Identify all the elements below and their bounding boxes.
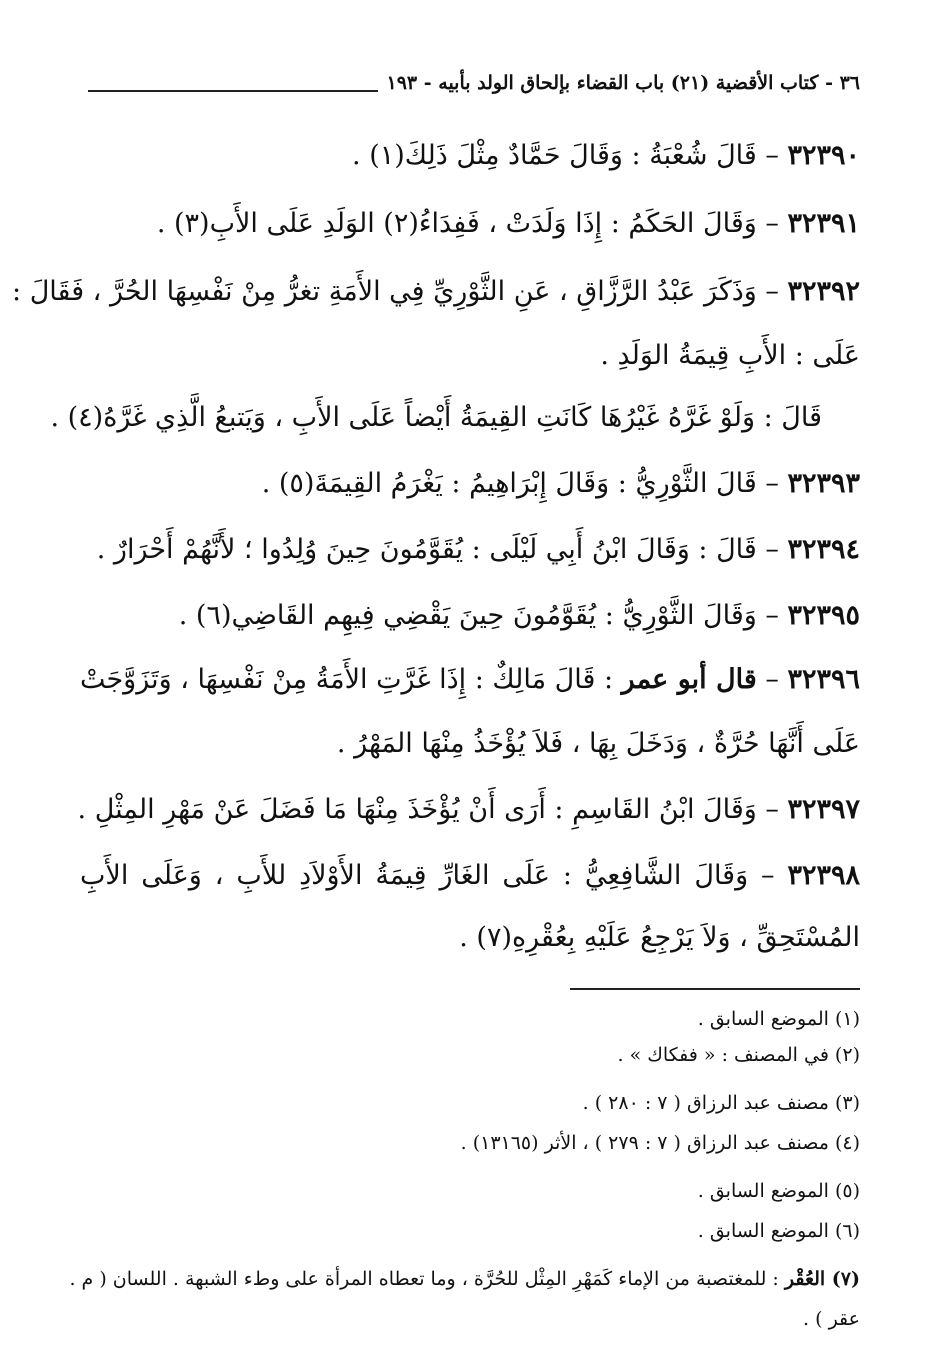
- paragraph-text: – قَالَ شُعْبَةُ : وَقَالَ حَمَّادٌ مِثْلَ ذَلِكَ(١) .: [352, 140, 788, 171]
- paragraph-text: – قَالَ : وَقَالَ ابْنُ أَبِي لَيْلَى : يُقَوَّمُونَ حِينَ وُلِدُوا ؛ لأَنَّهُمْ أَحْرَارٌ .: [96, 534, 788, 565]
- paragraph-number: ٣٢٣٩٠: [787, 140, 860, 171]
- footnote-term: (٧) العُقْر: [784, 1268, 860, 1290]
- paragraph-number: ٣٢٣٩٦: [787, 664, 860, 695]
- paragraph-text: : قَالَ مَالِكٌ : إِذَا غَرَّتِ الأَمَةُ مِنْ نَفْسِهَا ، وَتَزَوَّجَتْ: [79, 664, 622, 695]
- paragraph-text: – وَقَالَ الحَكَمُ : إِذَا وَلَدَتْ ، فَفِدَاءُ(٢) الوَلَدِ عَلَى الأَبِ(٣) .: [156, 208, 788, 239]
- header-rule: [88, 90, 378, 92]
- paragraph: ٣٢٣٩٦ – قال أبو عمر : قَالَ مَالِكٌ : إِذَا غَرَّتِ الأَمَةُ مِنْ نَفْسِهَا ، وَتَزَوَّجَتْ: [79, 664, 860, 695]
- paragraph-number: ٣٢٣٩٨: [787, 860, 860, 891]
- paragraph: [80, 850, 860, 902]
- paragraph-text: عَلَى : الأَبِ قِيمَةُ الوَلَدِ .: [600, 340, 860, 371]
- footnote: (٥) الموضع السابق .: [697, 1180, 860, 1202]
- paragraph-text: قَالَ : وَلَوْ غَرَّهُ غَيْرُهَا كَانَتِ القِيمَةُ أَيْضاً عَلَى الأَبِ ، وَيَتبعُ الَّذِي غَرَّهُ(٤) .: [50, 402, 822, 433]
- paragraph: [80, 524, 860, 576]
- paragraph: [12, 266, 860, 318]
- paragraph: [80, 458, 860, 510]
- paragraph: [80, 198, 860, 250]
- paragraph-text: – وَذَكَرَ عَبْدُ الرَّزَّاقِ ، عَنِ الثَّوْرِيِّ فِي الأَمَةِ تغرُّ مِنْ نَفْسِهَا الحُرَّ ، فَقَالَ :: [12, 276, 788, 307]
- footnote: (٤) مصنف عبد الرزاق ( ٧ : ٢٧٩ ) ، الأثر (١٣١٦٥) .: [460, 1132, 860, 1154]
- paragraph-number: ٣٢٣٩٧: [787, 794, 860, 825]
- paragraph-number: ٣٢٣٩٢: [787, 276, 860, 307]
- paragraph-text: المُسْتَحِقِّ ، وَلاَ يَرْجِعُ عَلَيْهِ بِعُقْرِهِ(٧) .: [459, 922, 860, 953]
- footnote-continuation: عقر ) .: [803, 1308, 860, 1330]
- footnote: (١) الموضع السابق .: [697, 1008, 860, 1030]
- paragraph-continuation: [80, 718, 860, 770]
- paragraph: [80, 130, 860, 182]
- paragraph: [77, 784, 860, 836]
- footnote: (٣) مصنف عبد الرزاق ( ٧ : ٢٨٠ ) .: [582, 1092, 860, 1114]
- paragraph-text: – وَقَالَ ابْنُ القَاسِمِ : أَرَى أَنْ يُؤْخَذَ مِنْهَا مَا فَضَلَ عَنْ مَهْرِ المِثْلِ .: [77, 794, 788, 825]
- footnote-rule: [570, 988, 860, 990]
- paragraph-number: ٣٢٣٩٥: [787, 600, 860, 631]
- paragraph-text: – قَالَ الثَّوْرِيُّ : وَقَالَ إِبْرَاهِيمُ : يَغْرَمُ القِيمَةَ(٥) .: [261, 468, 788, 499]
- footnote-text: : للمغتصبة من الإماء كَمَهْرِ المِثْل للحُرَّة ، وما تعطاه المرأة على وطء الشبهة . اللسان ( م .: [69, 1268, 785, 1290]
- footnote: (٦) الموضع السابق .: [697, 1220, 860, 1242]
- paragraph-continuation: [80, 330, 860, 382]
- paragraph: [50, 392, 822, 444]
- paragraph-number: ٣٢٣٩١: [787, 208, 860, 239]
- paragraph: [80, 590, 860, 642]
- paragraph-text: – وَقَالَ الثَّوْرِيُّ : يُقَوَّمُونَ حِينَ يَقْضِي فِيهِم القَاضِي(٦) .: [178, 600, 788, 631]
- page-header: [88, 68, 860, 98]
- footnote: [69, 1262, 860, 1296]
- running-header-title: ٣٦ - كتاب الأقضية (٢١) باب القضاء بإلحاق الولد بأبيه - ١٩٣: [386, 72, 860, 94]
- footnote: (٢) في المصنف : « ففكاك » .: [617, 1044, 860, 1066]
- paragraph-text: – وَقَالَ الشَّافِعِيُّ : عَلَى الغَارِّ قِيمَةُ الأَوْلاَدِ للأَبِ ، وَعَلَى الأَبِ: [80, 860, 788, 891]
- paragraph-number: ٣٢٣٩٤: [787, 534, 860, 565]
- paragraph-text: عَلَى أَنَّهَا حُرَّةٌ ، وَدَخَلَ بِهَا ، فَلاَ يُؤْخَذُ مِنْهَا المَهْرُ .: [336, 728, 860, 759]
- paragraph-continuation: [80, 912, 860, 964]
- speaker-name: قال أبو عمر: [621, 664, 757, 695]
- paragraph-number: ٣٢٣٩٣: [787, 468, 860, 499]
